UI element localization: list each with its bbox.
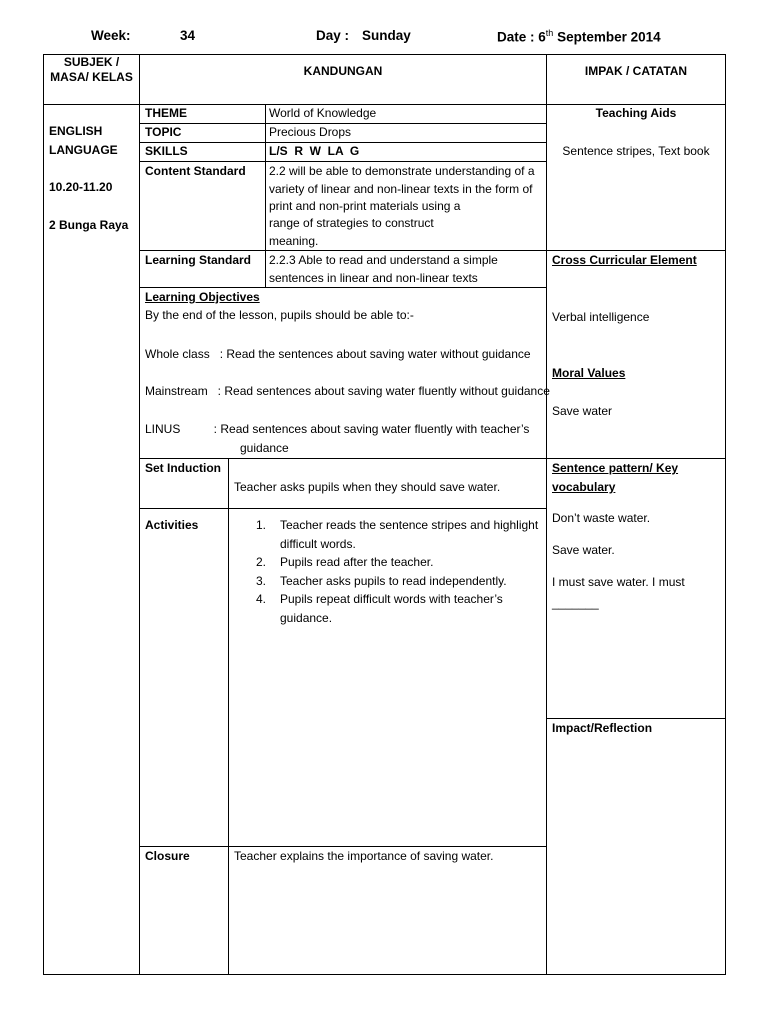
- activity-item: [256, 516, 538, 553]
- activity-number: 3.: [256, 573, 267, 588]
- day-value: Sunday: [362, 28, 411, 43]
- learning-standard-line: 2.2.3 Able to read and understand a simple: [269, 253, 498, 267]
- objective-whole-class: Whole class : Read the sentences about saving water without guidance: [145, 347, 531, 361]
- activity-number: 4.: [256, 592, 267, 606]
- subject-header-line2: MASA/ KELAS: [50, 70, 133, 84]
- content-standard-line: 2.2 will be able to demonstrate understanding of a: [269, 164, 535, 178]
- theme-label: THEME: [145, 106, 187, 120]
- subject-header-line1: SUBJEK /: [63, 55, 120, 69]
- skills-value: L/S R W LA G: [269, 144, 360, 158]
- objective-linus: LINUS : Read sentences about saving water fluently with teacher’s: [145, 422, 530, 436]
- learning-standard-label: Learning Standard: [145, 253, 252, 267]
- subject-line1: ENGLISH: [49, 124, 103, 138]
- label-value-divider-bottom: [228, 458, 229, 974]
- activities-list: [256, 516, 538, 627]
- day-label: Day :: [316, 28, 350, 43]
- key-sentence: I must save water. I must: [552, 575, 685, 589]
- teaching-aids-value: Sentence stripes, Text book: [562, 144, 710, 158]
- teaching-aids-heading: Teaching Aids: [595, 106, 677, 120]
- cross-curricular-heading: Cross Curricular Element: [552, 253, 697, 267]
- sentence-pattern-heading-continued: vocabulary: [552, 480, 616, 494]
- key-sentence: Save water.: [552, 543, 615, 557]
- date-label-text: Date :: [497, 29, 535, 45]
- table-left-border: [43, 54, 44, 974]
- week-value: 34: [180, 28, 196, 43]
- content-standard-line: variety of linear and non-linear texts in the form of: [269, 182, 533, 196]
- activity-item: [256, 590, 538, 627]
- theme-value: World of Knowledge: [269, 106, 377, 120]
- table-right-border: [725, 54, 726, 974]
- content-standard-label: Content Standard: [145, 164, 246, 178]
- content-column-header: KANDUNGAN: [303, 64, 383, 78]
- content-column-border: [546, 54, 547, 974]
- activity-item: [256, 553, 538, 572]
- moral-values-value: Save water: [552, 404, 613, 418]
- subject-column-header: [44, 55, 139, 85]
- topic-label: TOPIC: [145, 125, 182, 139]
- activity-text: Teacher reads the sentence stripes and highlight: [280, 518, 539, 532]
- subject-column-border: [139, 54, 140, 974]
- content-standard-line: range of strategies to construct: [269, 216, 434, 230]
- activity-text: Pupils read after the teacher.: [280, 555, 434, 569]
- impact-column-header: IMPAK / CATATAN: [584, 64, 688, 78]
- activity-number: 2.: [256, 555, 267, 569]
- skills-label: SKILLS: [145, 144, 188, 158]
- key-sentence: Don’t waste water.: [552, 511, 651, 525]
- objective-linus-continued: guidance: [240, 441, 289, 455]
- week-label: Week:: [91, 28, 131, 43]
- topic-value: Precious Drops: [269, 125, 352, 139]
- date-month-year: September 2014: [557, 29, 661, 45]
- impact-reflection-heading: Impact/Reflection: [552, 721, 653, 735]
- lesson-time: 10.20-11.20: [49, 180, 113, 194]
- table-bottom-border: [43, 974, 726, 975]
- sentence-pattern-heading: Sentence pattern/ Key: [552, 461, 679, 475]
- label-value-divider-top: [265, 104, 266, 287]
- date-label: [497, 28, 661, 45]
- class-name: 2 Bunga Raya: [49, 218, 129, 232]
- activity-text-continued: difficult words.: [280, 536, 356, 551]
- set-induction-label: Set Induction: [145, 461, 221, 475]
- activity-item: [256, 572, 538, 591]
- date-day: 6: [538, 29, 546, 45]
- content-standard-line: print and non-print materials using a: [269, 199, 461, 213]
- date-suffix: th: [545, 28, 554, 38]
- activity-number: 1.: [256, 518, 267, 532]
- activities-label: Activities: [145, 518, 199, 532]
- table-top-border: [43, 54, 726, 55]
- content-standard-line: meaning.: [269, 234, 319, 248]
- activity-text-continued: guidance.: [280, 610, 333, 625]
- cross-curricular-value: Verbal intelligence: [552, 310, 650, 324]
- set-induction-row-border: [140, 508, 546, 509]
- objective-mainstream: Mainstream : Read sentences about saving water fluently without guidance: [145, 384, 550, 398]
- learning-standard-line: sentences in linear and non-linear texts: [269, 271, 478, 285]
- set-induction-text: Teacher asks pupils when they should save water.: [234, 480, 501, 494]
- activity-text: Teacher asks pupils to read independently.: [280, 573, 507, 588]
- objectives-intro: By the end of the lesson, pupils should be able to:-: [145, 308, 414, 322]
- closure-text: Teacher explains the importance of saving water.: [234, 849, 494, 863]
- objectives-heading: Learning Objectives: [145, 290, 260, 304]
- activity-text: Pupils repeat difficult words with teacher’s: [280, 592, 503, 606]
- key-sentence-blank: _______: [552, 596, 599, 610]
- moral-values-heading: Moral Values: [552, 366, 626, 380]
- closure-label: Closure: [145, 849, 190, 863]
- subject-line2: LANGUAGE: [49, 143, 118, 157]
